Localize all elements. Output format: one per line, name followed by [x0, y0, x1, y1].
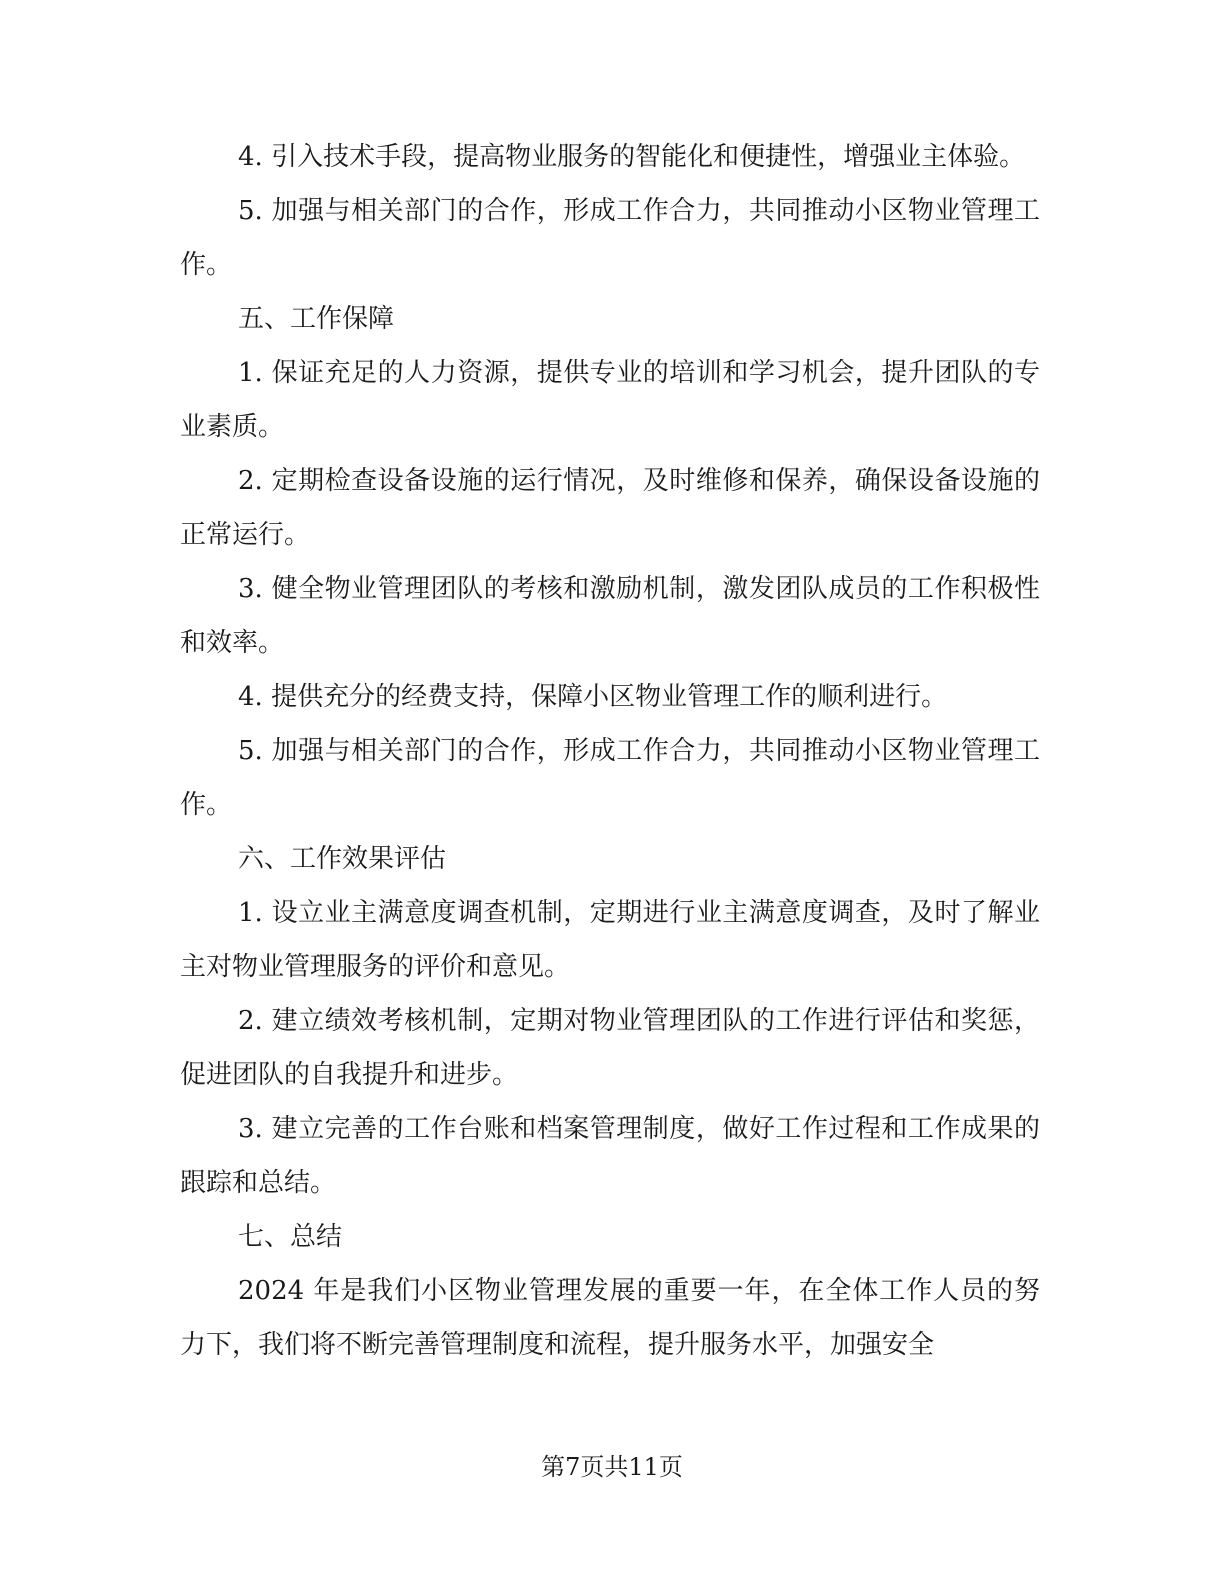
- paragraph-item-1-hr: 1. 保证充足的人力资源，提供专业的培训和学习机会，提升团队的专业素质。: [180, 358, 1040, 442]
- section-heading-work-guarantee: 五、工作保障: [238, 304, 395, 334]
- paragraph-item-4-funding: 4. 提供充分的经费支持，保障小区物业管理工作的顺利进行。: [238, 682, 948, 712]
- paragraph-item-3-assessment: 3. 健全物业管理团队的考核和激励机制，激发团队成员的工作积极性和效率。: [180, 574, 1040, 658]
- page-number: 第7页共11页: [541, 1453, 683, 1481]
- paragraph-item-3-records: 3. 建立完善的工作台账和档案管理制度，做好工作过程和工作成果的跟踪和总结。: [180, 1114, 1040, 1198]
- paragraph-item-1-survey: 1. 设立业主满意度调查机制，定期进行业主满意度调查，及时了解业主对物业管理服务的评价和意见。: [180, 898, 1040, 982]
- paragraph-item-5-cooperation-2: 5. 加强与相关部门的合作，形成工作合力，共同推动小区物业管理工作。: [180, 736, 1040, 820]
- section-heading-effect-evaluation: 六、工作效果评估: [238, 844, 447, 874]
- paragraph-item-5-cooperation: 5. 加强与相关部门的合作，形成工作合力，共同推动小区物业管理工作。: [180, 196, 1040, 280]
- paragraph-item-2-performance: 2. 建立绩效考核机制，定期对物业管理团队的工作进行评估和奖惩，促进团队的自我提升和进步。: [180, 1006, 1040, 1090]
- section-heading-summary: 七、总结: [238, 1222, 343, 1252]
- paragraph-item-4-tech: 4. 引入技术手段，提高物业服务的智能化和便捷性，增强业主体验。: [238, 142, 1026, 172]
- paragraph-item-2-equipment: 2. 定期检查设备设施的运行情况，及时维修和保养，确保设备设施的正常运行。: [180, 466, 1040, 550]
- document-body: [180, 130, 1040, 1372]
- paragraph-summary: 2024 年是我们小区物业管理发展的重要一年，在全体工作人员的努力下，我们将不断完善管理制度和流程，提升服务水平，加强安全: [180, 1276, 1040, 1360]
